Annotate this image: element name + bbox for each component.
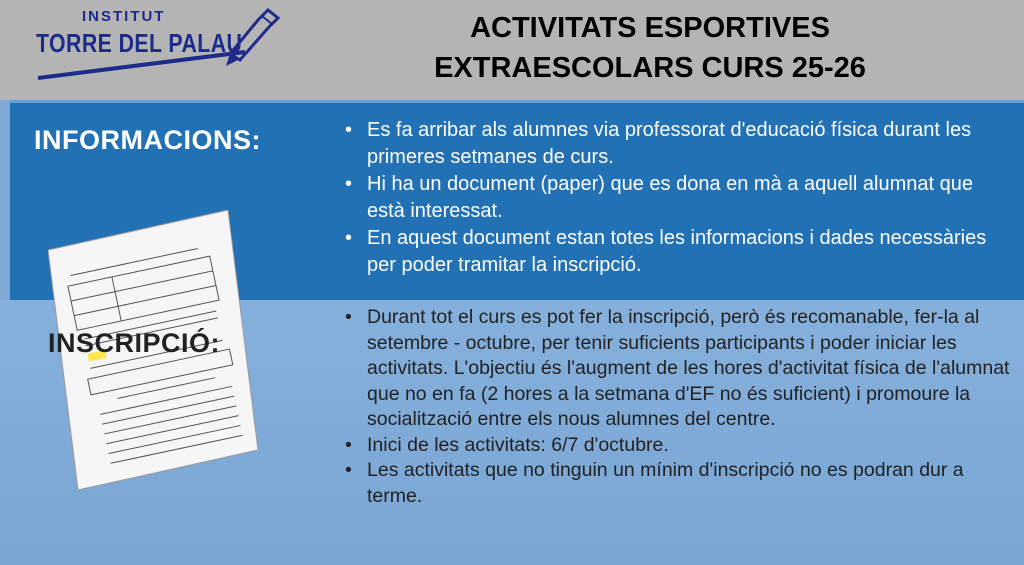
list-item: • Durant tot el curs es pot fer la inscripció, però és recomanable, fer-la al setembre - octubre, per tenir suficients participants i poder iniciar les activitats. L'objectiu és l'augment de les hores d'activitat física de l'alumnat que no en fa (2 hores a la setmana d'EF no és suficient) i promoure la socialització entre els nous alumnes del centre. [345,305,1015,433]
logo-name-text: TORRE DEL PALAU [36,28,243,58]
inscripcio-heading: INSCRIPCIÓ: [48,328,221,358]
list-item: • Hi ha un document (paper) que es dona en mà a aquell alumnat que està interessat. [345,171,1010,225]
header [0,0,1024,100]
informacions-list [345,117,1010,279]
logo-institut-text: INSTITUT [82,8,166,25]
list-item: • En aquest document estan totes les informacions i dades necessàries per poder tramitar la inscripció. [345,225,1010,279]
list-item: • Inici de les activitats: 6/7 d'octubre. [345,433,1015,459]
page-title [350,8,950,88]
inscripcio-list [345,305,1015,509]
list-item: • Les activitats que no tinguin un mínim d'inscripció no es podran dur a terme. [345,458,1015,509]
informacions-heading: INFORMACIONS: [34,125,261,155]
page-title-line2: EXTRAESCOLARS CURS 25-26 [434,52,866,84]
page-title-line1: ACTIVITATS ESPORTIVES [470,12,830,44]
list-item: • Es fa arribar als alumnes via professorat d'educació física durant les primeres setmanes de curs. [345,117,1010,171]
school-logo [30,6,280,88]
